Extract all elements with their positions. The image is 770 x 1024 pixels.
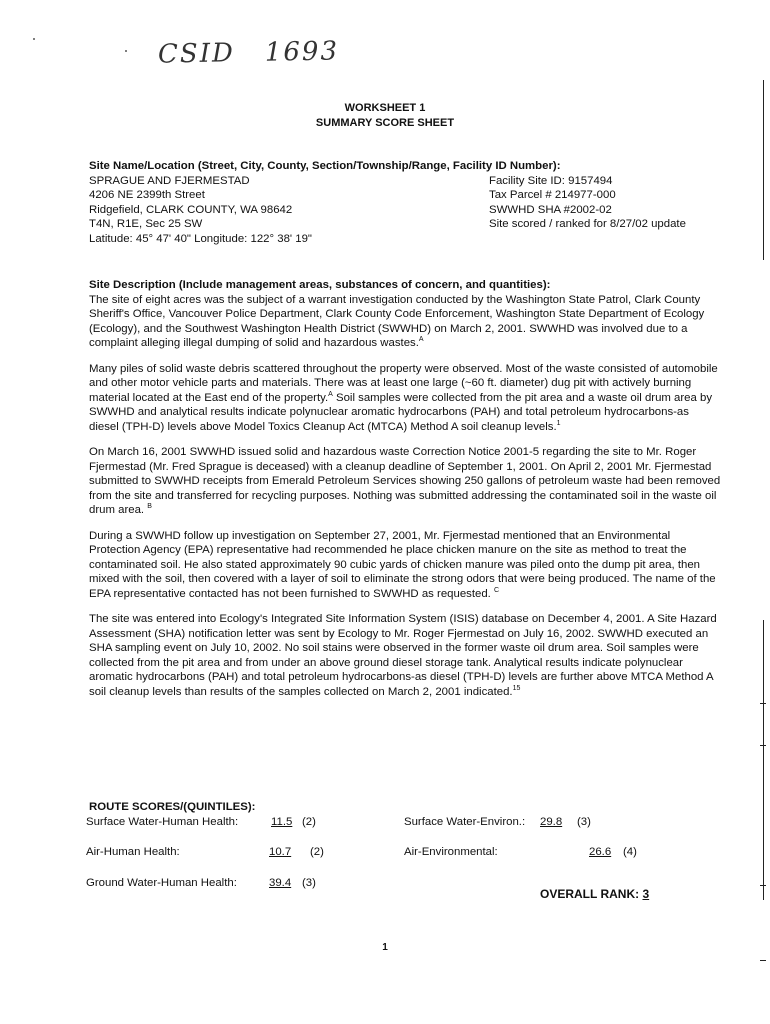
overall-rank [540,887,649,901]
site-section: T4N, R1E, Sec 25 SW [89,218,203,230]
page-number: 1 [382,942,388,953]
scan-edge-tick [760,885,766,886]
scan-edge-line [763,620,764,900]
scan-edge-tick [760,745,766,746]
site-ids [489,174,721,247]
site-address [89,174,489,247]
gw-human-quintile: (3) [302,876,316,889]
air-human-label: Air-Human Health: [86,845,180,858]
tax-parcel: Tax Parcel # 214977-000 [489,189,616,201]
site-info-heading: Site Name/Location (Street, City, County, Section/Township/Range, Facility ID Number): [89,160,561,172]
sw-env-score: 29.8 [540,815,563,828]
scored-ranked-note: Site scored / ranked for 8/27/02 update [489,218,686,230]
route-row-surface-water [86,815,721,843]
description-paragraph-3: On March 16, 2001 SWWHD issued solid and hazardous waste Correction Notice 2001-5 regarding the site to Mr. Roger Fjermestad (Mr. Fred Sprague is deceased) with a cleanup deadline of September 1, 2001. On April 2, 2001 Mr. Fjermestad submitted to SWWHD receipts from Emerald Petroleum Services showing 250 gallons of petroleum waste had been removed from the site and transferred for recycling purposes. Nothing was submitted addressing the contaminated soil in the waste oil drum area. $^B$ [89,446,721,516]
overall-rank-label: OVERALL RANK: [540,887,640,901]
worksheet-header [0,101,770,131]
site-coordinates: Latitude: 45° 47' 40" Longitude: 122° 38' 19" [89,232,312,245]
air-human-score: 10.7 [269,845,292,858]
handwritten-label: CSID [157,38,236,70]
route-scores-heading: ROUTE SCORES/(QUINTILES): [89,801,256,813]
site-description-heading: Site Description (Include management areas, substances of concern, and quantities): [89,279,551,291]
handwritten-number: 1693 [264,36,340,68]
route-row-air [86,843,721,874]
air-env-score: 26.6 [589,845,612,858]
scan-speck [33,38,35,40]
sw-env-label: Surface Water-Environ.: [404,815,526,828]
description-paragraph-2: Many piles of solid waste debris scattered throughout the property were observed. Most of the waste consisted of automobile and other motor vehicle parts and materials. There was at least one large (~60 ft. diameter) dug pit with actively burning material located at the East end of the property.$^A$ Soil samples were collected from the pit area and a waste oil drum area by SWWHD and analytical results indicate polynuclear aromatic hydrocarbons (PAH) and total petroleum hydrocarbons-as diesel (TPH-D) levels above Model Toxics Cleanup Act (MTCA) Method A soil cleanup levels.$^1$ [89,362,718,433]
description-paragraph-5: The site was entered into Ecology's Integrated Site Information System (ISIS) database on December 4, 2001. A Site Hazard Assessment (SHA) notification letter was sent by Ecology to Mr. Roger Fjermestad on July 16, 2002. SWWHD executed an SHA sampling event on July 10, 2002. No soil stains were observed in the former waste oil drum area. Soil samples were collected from the pit area and from under an above ground diesel storage tank. Analytical results indicate polynuclear aromatic hydrocarbons (PAH) and total petroleum hydrocarbons-as diesel (TPH-D) levels are further above MTCA Method A soil cleanup levels than results of the samples collected on March 2, 2001 indicated.$^{15}$ [89,613,717,698]
air-env-quintile: (4) [623,845,637,858]
handwritten-annotation [158,36,339,69]
sw-human-label: Surface Water-Human Health: [86,815,239,828]
site-city: Ridgefield, CLARK COUNTY, WA 98642 [89,203,293,216]
worksheet-title: WORKSHEET 1 [344,102,426,114]
gw-human-label: Ground Water-Human Health: [86,876,237,889]
site-info-section [89,159,721,246]
site-name: SPRAGUE AND FJERMESTAD [89,174,250,187]
air-env-label: Air-Environmental: [404,845,498,858]
air-human-quintile: (2) [310,845,324,858]
description-paragraph-4: During a SWWHD follow up investigation on September 27, 2001, Mr. Fjermestad mentioned that an Environmental Protection Agency (EPA) representative had recommended he place chicken manure on the site as method to treat the contaminated soil. He also stated approximately 90 cubic yards of chicken manure was piled onto the dump pit area, then mixed with the soil, then covered with a layer of soil to eliminate the strong odors that were being produced. The name of the EPA representative contacted has not been furnished to SWWHD as requested. $^C$ [89,529,716,600]
scan-speck [125,50,127,52]
site-street: 4206 NE 2399th Street [89,189,205,201]
scan-edge-line [763,80,764,260]
worksheet-subtitle: SUMMARY SCORE SHEET [315,117,455,129]
sw-human-quintile: (2) [302,815,316,828]
scan-edge-tick [760,703,766,704]
overall-rank-value: 3 [642,887,650,901]
swwhd-sha: SWWHD SHA #2002-02 [489,203,612,216]
site-description-section [89,278,721,710]
description-paragraph-1: The site of eight acres was the subject of a warrant investigation conducted by the Washington State Patrol, Clark County Sheriff's Office, Vancouver Police Department, Clark County Code Enforcement, Washington State Department of Ecology (Ecology), and the Southwest Washington Health District (SWWHD) on March 2, 2001. SWWHD was involved due to a complaint alleging illegal dumping of solid and hazardous wastes.$^A$ [89,293,705,349]
sw-human-score: 11.5 [271,815,293,828]
facility-site-id: Facility Site ID: 9157494 [489,174,613,187]
sw-env-quintile: (3) [577,815,591,828]
scan-edge-tick [760,960,766,961]
gw-human-score: 39.4 [269,876,292,889]
